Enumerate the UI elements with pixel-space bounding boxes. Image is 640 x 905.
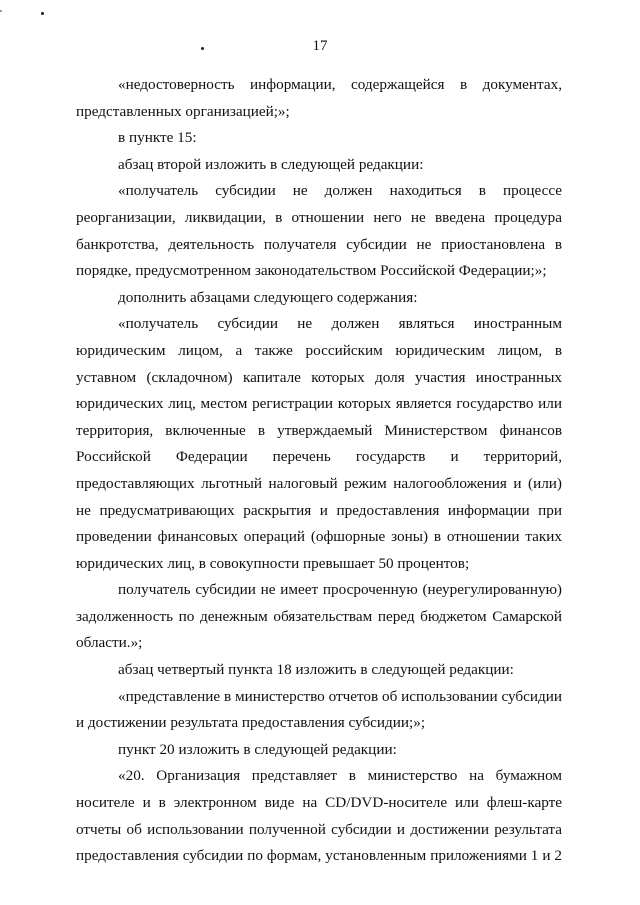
paragraph-second-abzac: абзац второй изложить в следующей редакции: [118, 155, 424, 173]
paragraph-point-20: пункт 20 изложить в следующей редакции: [118, 740, 397, 758]
paragraph-recipient-foreign-entity: «получатель субсидии не должен являться иностранным юридическим лицом, а также российским юридическим лицом, в уставном (складочном) капитале которых доля участия иностранных юридических лиц, местом регистрации которых является государство или территория, включенные в утверждаемый Министерством финансов Российской Федерации перечень государств и территорий, предоставляющих льготный налоговый режим налогообложения и (или) не предусматривающих раскрытия и предоставления информации при проведении финансовых операций (офшорные зоны) в отношении таких юридических лиц, в совокупности превышает 50 процентов; [76, 315, 562, 572]
paragraph-fourth-abzac-point-18: абзац четвертый пункта 18 изложить в следующей редакции: [118, 661, 514, 679]
paragraph-report-submission: «представление в министерство отчетов об использовании субсидии и достижении результата предоставления субсидии;»; [76, 687, 562, 732]
body-text [76, 72, 562, 870]
paragraph-add-abzacs: дополнить абзацами следующего содержания: [118, 288, 418, 306]
paragraph-quote-unreliable-info: «недостоверность информации, содержащейся в документах, представленных организацией;»; [76, 76, 562, 120]
scan-speck [41, 12, 44, 15]
paragraph-point-15: в пункте 15: [118, 129, 197, 147]
paragraph-recipient-no-debt: получатель субсидии не имеет просроченную (неурегулированную) задолженность по денежным обязательствам перед бюджетом Самарской области.»; [76, 581, 562, 652]
paragraph-organization-reports: «20. Организация представляет в министерство на бумажном носителе и в электронном виде на CD/DVD-носителе или флеш-карте отчеты об использовании полученной субсидии и достижении результата предоставления субсидии по формам, установленным приложениями 1 и 2 [76, 767, 562, 865]
page-number: 17 [312, 38, 328, 54]
paragraph-recipient-reorganization: «получатель субсидии не должен находиться в процессе реорганизации, ликвидации, в отношении него не введена процедура банкротства, деятельность получателя субсидии не приостановлена в порядке, предусмотренном законодательством Российской Федерации;»; [76, 182, 562, 280]
scan-speck [0, 10, 2, 12]
